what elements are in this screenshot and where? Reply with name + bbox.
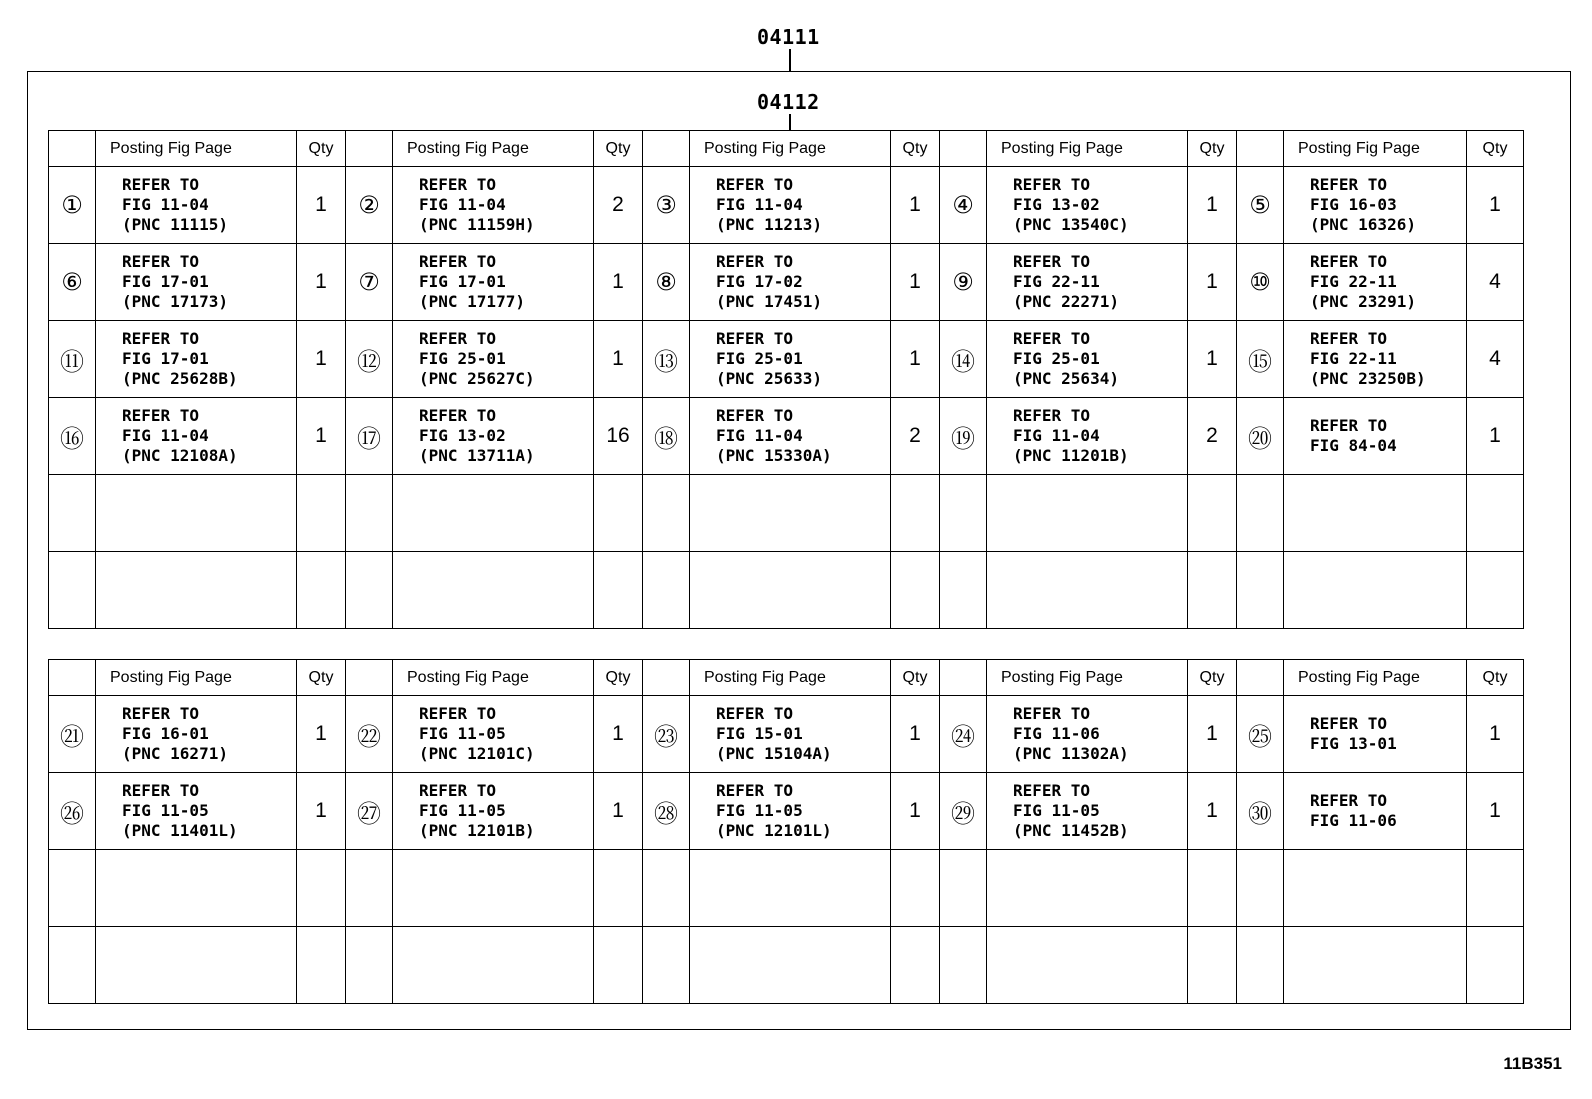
header-cell-number <box>940 660 987 696</box>
reference-line: (PNC 15104A) <box>716 744 832 763</box>
qty-value: 1 <box>891 167 940 244</box>
reference-line: (PNC 22271) <box>1013 292 1119 311</box>
table-row <box>49 398 1524 475</box>
posting-fig-reference <box>96 850 297 927</box>
posting-fig-reference <box>393 475 594 552</box>
posting-fig-reference <box>393 850 594 927</box>
header-cell-qty: Qty <box>1467 131 1524 167</box>
posting-fig-reference <box>690 696 891 773</box>
qty-value: 1 <box>594 321 643 398</box>
reference-line: FIG 11-06 <box>1310 811 1397 830</box>
table-row <box>49 850 1524 927</box>
reference-line: (PNC 25627C) <box>419 369 535 388</box>
reference-line: FIG 11-04 <box>419 195 506 214</box>
posting-fig-reference <box>393 773 594 850</box>
qty-value <box>297 475 346 552</box>
reference-line: REFER TO <box>122 406 200 425</box>
table-row <box>49 552 1524 629</box>
posting-fig-reference <box>690 398 891 475</box>
table-row <box>49 927 1524 1004</box>
reference-line: FIG 22-11 <box>1013 272 1100 291</box>
reference-line: REFER TO <box>1310 714 1388 733</box>
qty-value: 1 <box>297 167 346 244</box>
reference-line: (PNC 11201B) <box>1013 446 1129 465</box>
reference-line: FIG 15-01 <box>716 724 803 743</box>
qty-value <box>297 552 346 629</box>
reference-line: REFER TO <box>419 781 497 800</box>
table-row <box>49 321 1524 398</box>
posting-fig-reference <box>96 244 297 321</box>
qty-value: 1 <box>594 773 643 850</box>
item-number <box>346 927 393 1004</box>
posting-fig-reference <box>987 552 1188 629</box>
posting-fig-reference <box>96 552 297 629</box>
item-number: ㉘ <box>643 773 690 850</box>
reference-line: REFER TO <box>122 252 200 271</box>
item-number <box>643 475 690 552</box>
header-cell-number <box>49 660 96 696</box>
item-number: ⑧ <box>643 244 690 321</box>
item-number <box>1237 475 1284 552</box>
posting-fig-reference <box>1284 773 1467 850</box>
reference-line: (PNC 12101L) <box>716 821 832 840</box>
posting-fig-reference <box>393 244 594 321</box>
reference-line: REFER TO <box>716 781 794 800</box>
reference-line: (PNC 13711A) <box>419 446 535 465</box>
qty-value: 1 <box>1467 696 1524 773</box>
reference-line: (PNC 25633) <box>716 369 822 388</box>
posting-fig-reference <box>987 244 1188 321</box>
posting-fig-reference <box>393 696 594 773</box>
posting-fig-reference <box>690 475 891 552</box>
reference-line: (PNC 17173) <box>122 292 228 311</box>
reference-line: (PNC 23250B) <box>1310 369 1426 388</box>
item-number: ② <box>346 167 393 244</box>
item-number: ⑤ <box>1237 167 1284 244</box>
header-cell-posting-fig-page: Posting Fig Page <box>393 131 594 167</box>
qty-value <box>1467 475 1524 552</box>
reference-line: FIG 16-01 <box>122 724 209 743</box>
item-number: ⑭ <box>940 321 987 398</box>
qty-value <box>1467 850 1524 927</box>
reference-line: FIG 17-02 <box>716 272 803 291</box>
posting-fig-reference <box>1284 475 1467 552</box>
qty-value: 1 <box>297 244 346 321</box>
qty-value <box>1188 475 1237 552</box>
reference-line: (PNC 16271) <box>122 744 228 763</box>
reference-line: (PNC 12101C) <box>419 744 535 763</box>
item-number <box>49 475 96 552</box>
qty-value <box>1188 927 1237 1004</box>
reference-line: FIG 22-11 <box>1310 349 1397 368</box>
qty-value: 1 <box>1188 167 1237 244</box>
posting-fig-reference <box>1284 167 1467 244</box>
item-number <box>346 850 393 927</box>
assembly-leader-line-sub <box>789 114 791 130</box>
reference-line: FIG 11-06 <box>1013 724 1100 743</box>
qty-value <box>594 552 643 629</box>
qty-value <box>297 850 346 927</box>
reference-line: (PNC 12101B) <box>419 821 535 840</box>
reference-line: REFER TO <box>716 704 794 723</box>
reference-line: REFER TO <box>1013 406 1091 425</box>
reference-line: FIG 17-01 <box>122 349 209 368</box>
reference-line: REFER TO <box>1013 175 1091 194</box>
reference-line: REFER TO <box>419 704 497 723</box>
reference-line: (PNC 12108A) <box>122 446 238 465</box>
table-row <box>49 167 1524 244</box>
qty-value: 4 <box>1467 321 1524 398</box>
reference-line: FIG 11-05 <box>122 801 209 820</box>
item-number <box>940 552 987 629</box>
qty-value: 1 <box>297 398 346 475</box>
item-number <box>643 850 690 927</box>
item-number: ⑲ <box>940 398 987 475</box>
header-cell-posting-fig-page: Posting Fig Page <box>96 660 297 696</box>
item-number <box>1237 850 1284 927</box>
qty-value: 1 <box>891 321 940 398</box>
item-number: ⑰ <box>346 398 393 475</box>
reference-line: REFER TO <box>1013 252 1091 271</box>
figure-code: 11B351 <box>1503 1054 1562 1073</box>
item-number: ㉕ <box>1237 696 1284 773</box>
reference-line: REFER TO <box>716 252 794 271</box>
qty-value <box>594 475 643 552</box>
qty-value <box>1467 927 1524 1004</box>
reference-line: REFER TO <box>716 329 794 348</box>
reference-line: FIG 22-11 <box>1310 272 1397 291</box>
header-cell-qty: Qty <box>594 660 643 696</box>
item-number <box>346 552 393 629</box>
posting-fig-reference <box>96 167 297 244</box>
qty-value <box>891 850 940 927</box>
item-number: ④ <box>940 167 987 244</box>
qty-value: 2 <box>891 398 940 475</box>
item-number <box>940 475 987 552</box>
qty-value: 1 <box>891 773 940 850</box>
posting-fig-reference <box>690 244 891 321</box>
qty-value: 1 <box>297 773 346 850</box>
reference-line: REFER TO <box>1310 791 1388 810</box>
item-number: ㉚ <box>1237 773 1284 850</box>
header-cell-qty: Qty <box>297 131 346 167</box>
header-cell-number <box>643 660 690 696</box>
qty-value: 1 <box>1188 773 1237 850</box>
reference-line: FIG 17-01 <box>122 272 209 291</box>
header-cell-qty: Qty <box>1188 131 1237 167</box>
table-row <box>49 696 1524 773</box>
posting-fig-reference <box>1284 321 1467 398</box>
qty-value: 1 <box>1188 244 1237 321</box>
item-number: ⑯ <box>49 398 96 475</box>
item-number: ⑬ <box>643 321 690 398</box>
reference-line: REFER TO <box>1013 329 1091 348</box>
posting-fig-reference <box>1284 398 1467 475</box>
qty-value: 16 <box>594 398 643 475</box>
header-cell-number <box>346 660 393 696</box>
reference-line: REFER TO <box>1310 329 1388 348</box>
posting-fig-reference <box>96 927 297 1004</box>
qty-value <box>1188 850 1237 927</box>
reference-line: FIG 11-05 <box>419 801 506 820</box>
header-cell-posting-fig-page: Posting Fig Page <box>393 660 594 696</box>
reference-line: FIG 25-01 <box>419 349 506 368</box>
header-cell-posting-fig-page: Posting Fig Page <box>987 131 1188 167</box>
reference-line: REFER TO <box>419 406 497 425</box>
posting-fig-reference <box>96 321 297 398</box>
reference-line: REFER TO <box>1310 175 1388 194</box>
item-number: ㉑ <box>49 696 96 773</box>
qty-value <box>1467 552 1524 629</box>
qty-value <box>297 927 346 1004</box>
item-number: ⑫ <box>346 321 393 398</box>
posting-fig-reference <box>393 321 594 398</box>
header-cell-number <box>1237 131 1284 167</box>
qty-value: 1 <box>891 244 940 321</box>
header-cell-number <box>346 131 393 167</box>
reference-line: (PNC 11159H) <box>419 215 535 234</box>
item-number: ⑥ <box>49 244 96 321</box>
reference-line: (PNC 11452B) <box>1013 821 1129 840</box>
item-number <box>940 850 987 927</box>
reference-line: (PNC 17177) <box>419 292 525 311</box>
reference-line: FIG 11-04 <box>122 195 209 214</box>
posting-fig-reference <box>987 475 1188 552</box>
posting-fig-reference <box>1284 244 1467 321</box>
posting-fig-reference <box>987 850 1188 927</box>
reference-line: FIG 13-02 <box>419 426 506 445</box>
table-row <box>49 773 1524 850</box>
header-cell-qty: Qty <box>891 131 940 167</box>
reference-line: REFER TO <box>1310 416 1388 435</box>
posting-fig-reference <box>1284 927 1467 1004</box>
header-cell-posting-fig-page: Posting Fig Page <box>96 131 297 167</box>
reference-line: REFER TO <box>122 175 200 194</box>
reference-line: REFER TO <box>716 406 794 425</box>
posting-fig-reference <box>393 167 594 244</box>
posting-fig-reference <box>96 475 297 552</box>
header-cell-posting-fig-page: Posting Fig Page <box>690 660 891 696</box>
reference-line: REFER TO <box>122 329 200 348</box>
item-number: ㉗ <box>346 773 393 850</box>
posting-fig-reference <box>987 927 1188 1004</box>
reference-line: (PNC 15330A) <box>716 446 832 465</box>
reference-line: (PNC 16326) <box>1310 215 1416 234</box>
header-cell-posting-fig-page: Posting Fig Page <box>1284 131 1467 167</box>
posting-fig-reference <box>1284 552 1467 629</box>
posting-fig-reference <box>690 167 891 244</box>
item-number: ③ <box>643 167 690 244</box>
assembly-leader-line-main <box>789 49 791 71</box>
qty-value <box>891 552 940 629</box>
header-cell-posting-fig-page: Posting Fig Page <box>987 660 1188 696</box>
item-number: ⑮ <box>1237 321 1284 398</box>
item-number: ⑦ <box>346 244 393 321</box>
header-cell-qty: Qty <box>297 660 346 696</box>
posting-fig-reference <box>393 398 594 475</box>
item-number: ㉒ <box>346 696 393 773</box>
qty-value: 1 <box>1188 321 1237 398</box>
qty-value <box>594 850 643 927</box>
qty-value <box>1188 552 1237 629</box>
qty-value: 2 <box>1188 398 1237 475</box>
table-header-row <box>49 131 1524 167</box>
reference-line: (PNC 13540C) <box>1013 215 1129 234</box>
header-cell-posting-fig-page: Posting Fig Page <box>690 131 891 167</box>
header-cell-qty: Qty <box>891 660 940 696</box>
qty-value: 1 <box>891 696 940 773</box>
posting-fig-reference <box>1284 696 1467 773</box>
table-row <box>49 475 1524 552</box>
reference-line: FIG 17-01 <box>419 272 506 291</box>
reference-line: FIG 11-04 <box>1013 426 1100 445</box>
assembly-label-sub: 04112 <box>757 90 820 114</box>
reference-line: REFER TO <box>1013 781 1091 800</box>
item-number <box>49 850 96 927</box>
reference-line: FIG 11-04 <box>716 426 803 445</box>
qty-value <box>594 927 643 1004</box>
posting-fig-reference <box>393 552 594 629</box>
reference-line: REFER TO <box>122 704 200 723</box>
header-cell-number <box>49 131 96 167</box>
item-number <box>1237 927 1284 1004</box>
reference-line: REFER TO <box>419 252 497 271</box>
header-cell-posting-fig-page: Posting Fig Page <box>1284 660 1467 696</box>
posting-fig-reference <box>987 398 1188 475</box>
qty-value: 1 <box>1467 773 1524 850</box>
item-number: ⑩ <box>1237 244 1284 321</box>
table-row <box>49 244 1524 321</box>
reference-line: (PNC 25628B) <box>122 369 238 388</box>
qty-value: 1 <box>297 696 346 773</box>
posting-fig-reference <box>690 850 891 927</box>
qty-value: 1 <box>1467 167 1524 244</box>
parts-table-lower <box>48 659 1524 1004</box>
posting-fig-reference <box>690 552 891 629</box>
parts-table-upper <box>48 130 1524 629</box>
reference-line: FIG 11-05 <box>716 801 803 820</box>
item-number <box>346 475 393 552</box>
reference-line: (PNC 23291) <box>1310 292 1416 311</box>
posting-fig-reference <box>987 321 1188 398</box>
qty-value: 2 <box>594 167 643 244</box>
reference-line: (PNC 11401L) <box>122 821 238 840</box>
header-cell-qty: Qty <box>1467 660 1524 696</box>
reference-line: REFER TO <box>419 175 497 194</box>
header-cell-qty: Qty <box>594 131 643 167</box>
reference-line: FIG 11-05 <box>419 724 506 743</box>
posting-fig-reference <box>690 321 891 398</box>
reference-line: REFER TO <box>1013 704 1091 723</box>
reference-line: (PNC 25634) <box>1013 369 1119 388</box>
item-number <box>643 552 690 629</box>
header-cell-number <box>1237 660 1284 696</box>
posting-fig-reference <box>987 167 1188 244</box>
reference-line: FIG 84-04 <box>1310 436 1397 455</box>
header-cell-number <box>940 131 987 167</box>
item-number: ⑪ <box>49 321 96 398</box>
item-number: ⑳ <box>1237 398 1284 475</box>
posting-fig-reference <box>393 927 594 1004</box>
qty-value: 1 <box>297 321 346 398</box>
qty-value: 1 <box>594 244 643 321</box>
posting-fig-reference <box>96 773 297 850</box>
item-number: ㉓ <box>643 696 690 773</box>
item-number: ㉙ <box>940 773 987 850</box>
reference-line: (PNC 17451) <box>716 292 822 311</box>
reference-line: FIG 25-01 <box>716 349 803 368</box>
item-number <box>1237 552 1284 629</box>
assembly-label-main: 04111 <box>757 25 820 49</box>
reference-line: FIG 11-05 <box>1013 801 1100 820</box>
table-header-row <box>49 660 1524 696</box>
posting-fig-reference <box>690 773 891 850</box>
qty-value <box>891 475 940 552</box>
reference-line: (PNC 11213) <box>716 215 822 234</box>
posting-fig-reference <box>987 696 1188 773</box>
header-cell-qty: Qty <box>1188 660 1237 696</box>
item-number <box>643 927 690 1004</box>
posting-fig-reference <box>987 773 1188 850</box>
reference-line: FIG 11-04 <box>716 195 803 214</box>
reference-line: REFER TO <box>122 781 200 800</box>
item-number: ⑨ <box>940 244 987 321</box>
reference-line: (PNC 11302A) <box>1013 744 1129 763</box>
reference-line: REFER TO <box>1310 252 1388 271</box>
posting-fig-reference <box>96 696 297 773</box>
qty-value: 1 <box>1188 696 1237 773</box>
reference-line: FIG 13-02 <box>1013 195 1100 214</box>
reference-line: REFER TO <box>716 175 794 194</box>
item-number: ㉔ <box>940 696 987 773</box>
item-number <box>940 927 987 1004</box>
qty-value: 1 <box>1467 398 1524 475</box>
posting-fig-reference <box>690 927 891 1004</box>
item-number: ㉖ <box>49 773 96 850</box>
qty-value <box>891 927 940 1004</box>
item-number <box>49 552 96 629</box>
header-cell-number <box>643 131 690 167</box>
item-number <box>49 927 96 1004</box>
reference-line: FIG 13-01 <box>1310 734 1397 753</box>
item-number: ① <box>49 167 96 244</box>
posting-fig-reference <box>1284 850 1467 927</box>
reference-line: REFER TO <box>419 329 497 348</box>
item-number: ⑱ <box>643 398 690 475</box>
qty-value: 4 <box>1467 244 1524 321</box>
posting-fig-reference <box>96 398 297 475</box>
reference-line: (PNC 11115) <box>122 215 228 234</box>
reference-line: FIG 11-04 <box>122 426 209 445</box>
qty-value: 1 <box>594 696 643 773</box>
reference-line: FIG 16-03 <box>1310 195 1397 214</box>
reference-line: FIG 25-01 <box>1013 349 1100 368</box>
